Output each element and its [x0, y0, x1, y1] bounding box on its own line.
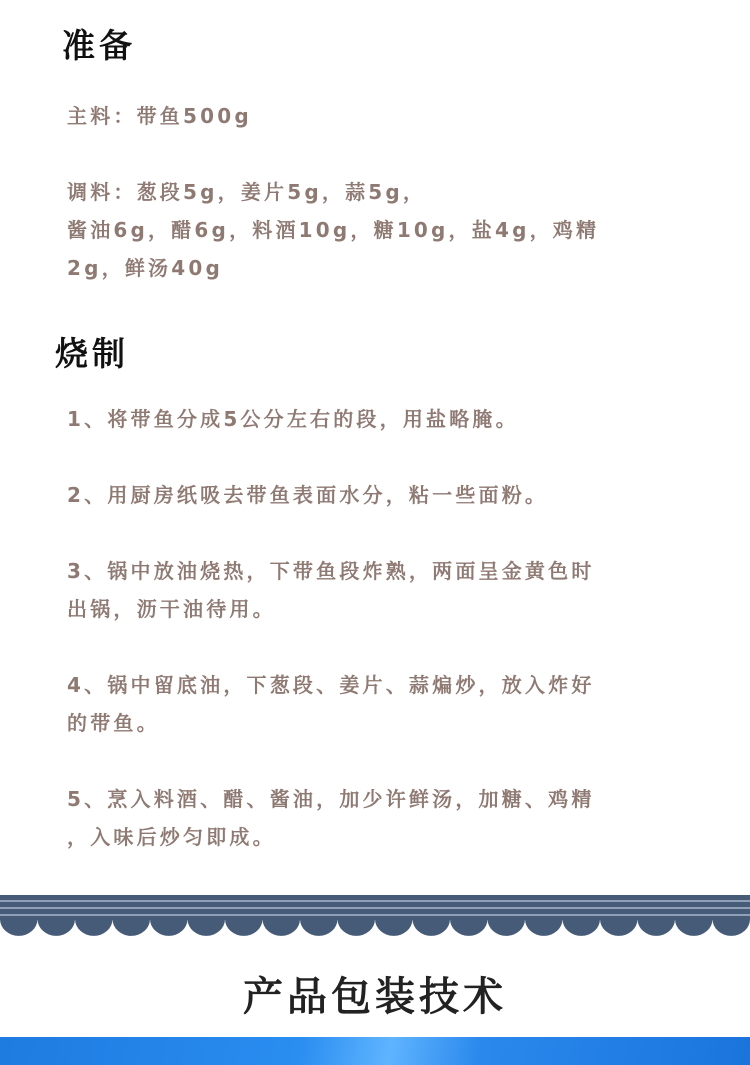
scallop-shape — [150, 919, 188, 936]
step-5: 5、烹入料酒、醋、酱油，加少许鲜汤，加糖、鸡精 ，入味后炒匀即成。 — [67, 787, 595, 849]
scallop-shape — [450, 919, 488, 936]
step-4: 4、锅中留底油，下葱段、姜片、蒜煸炒，放入炸好 的带鱼。 — [67, 673, 595, 735]
scallop-shape — [225, 919, 263, 936]
scallop-shape — [38, 919, 76, 936]
scallop-shape — [113, 919, 151, 936]
scallop-shape — [563, 919, 601, 936]
step-1: 1、将带鱼分成5公分左右的段，用盐略腌。 — [67, 407, 519, 431]
scallop-shape — [525, 919, 563, 936]
bottom-accent-bar — [0, 1037, 750, 1065]
main-ingredient-text: 主料：带鱼500g — [67, 104, 252, 128]
scallop-shape — [188, 919, 226, 936]
scallop-shape — [375, 919, 413, 936]
scallop-shape — [675, 919, 713, 936]
scalloped-divider-banner — [0, 895, 750, 945]
scallop-shape — [638, 919, 676, 936]
scallop-shape — [338, 919, 376, 936]
footer-title: 产品包装技术 — [243, 974, 507, 1020]
scallop-shape — [413, 919, 451, 936]
scallop-shape — [600, 919, 638, 936]
scallop-shape — [75, 919, 113, 936]
step-2: 2、用厨房纸吸去带鱼表面水分，粘一些面粉。 — [67, 483, 549, 507]
section-title-cook: 烧制 — [55, 334, 129, 373]
section-title-prep: 准备 — [62, 26, 136, 65]
step-3: 3、锅中放油烧热，下带鱼段炸熟，两面呈金黄色时 出锅，沥干油待用。 — [67, 559, 595, 621]
scallop-shape — [0, 919, 38, 936]
scallop-shape — [488, 919, 526, 936]
scallop-shape — [263, 919, 301, 936]
seasoning-text: 调料：葱段5g，姜片5g，蒜5g， 酱油6g，醋6g，料酒10g，糖10g，盐4g，鸡精 2g，鲜汤40g — [67, 180, 600, 280]
scallop-shape — [713, 919, 750, 936]
scallop-shape — [300, 919, 338, 936]
